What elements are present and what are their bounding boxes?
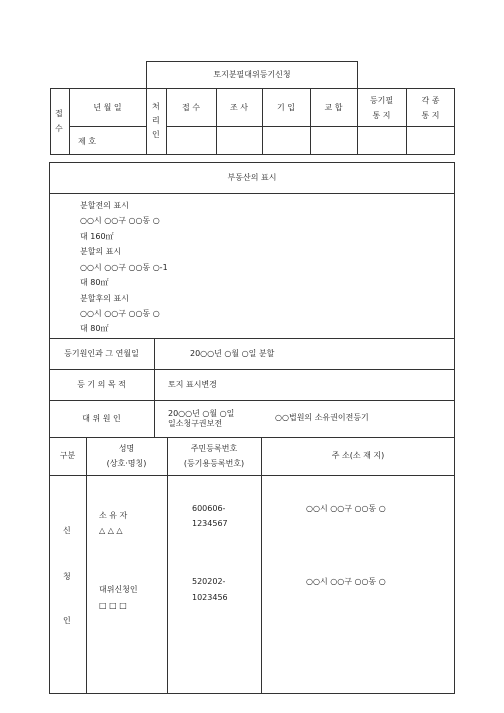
processor-label-3: 인 bbox=[152, 130, 160, 139]
applicant-1-reg-line1: 600606- bbox=[192, 504, 226, 513]
property-line-4: 분할의 표시 bbox=[80, 247, 122, 256]
col-name-header-2: (상호·명칭) bbox=[106, 459, 147, 468]
applicant-1-reg-line2: 1234567 bbox=[192, 519, 228, 528]
applicant-side-label-1: 신 bbox=[63, 526, 71, 535]
col-reg-header-2: (등기용등록번호) bbox=[183, 459, 245, 468]
col-investigation: 조 사 bbox=[230, 103, 248, 112]
reception-side-label-2: 수 bbox=[55, 124, 63, 133]
applicant-side-label-2: 청 bbox=[63, 572, 71, 581]
purpose-label: 등 기 의 목 적 bbox=[77, 380, 126, 389]
cause-label: 등기원인과 그 연월일 bbox=[64, 349, 139, 358]
applicant-2-reg-line1: 520202- bbox=[192, 577, 226, 586]
col-name-header-1: 성명 bbox=[118, 444, 135, 453]
cause-value: 20○○년 ○월 ○일 분할 bbox=[190, 349, 275, 358]
applicant-1-role: 소 유 자 bbox=[99, 511, 128, 520]
col-type-header: 구분 bbox=[59, 451, 76, 460]
subrogation-value-line2: 일소청구권보전 bbox=[168, 419, 223, 428]
property-line-7: 분할후의 표시 bbox=[80, 294, 129, 303]
processor-label-2: 리 bbox=[152, 116, 160, 125]
applicant-2-reg-line2: 1023456 bbox=[192, 593, 228, 602]
col-verification: 교 합 bbox=[324, 103, 343, 112]
applicant-2-name: □ □ □ bbox=[99, 601, 127, 610]
property-line-6: 대 80㎡ bbox=[80, 278, 109, 287]
col-entry: 기 입 bbox=[277, 103, 295, 112]
property-line-1: 분할전의 표시 bbox=[80, 201, 129, 210]
subrogation-value-line1: 20○○년 ○월 ○일 bbox=[168, 409, 235, 418]
property-line-3: 대 160㎡ bbox=[80, 232, 114, 241]
col-reception: 접 수 bbox=[182, 103, 200, 112]
applicant-side-label-3: 인 bbox=[63, 616, 71, 625]
property-header: 부동산의 표시 bbox=[227, 173, 277, 182]
notice-various-line2: 통 지 bbox=[421, 111, 440, 120]
purpose-value: 토지 표시변경 bbox=[168, 380, 217, 389]
application-table bbox=[49, 162, 455, 694]
processor-label-1: 처 bbox=[152, 102, 160, 111]
reception-side-label-1: 접 bbox=[55, 109, 63, 118]
subrogation-value-right: ○○법원의 소유권이전등기 bbox=[275, 413, 369, 422]
property-line-9: 대 80㎡ bbox=[80, 324, 109, 333]
property-line-8: ○○시 ○○구 ○○동 ○ bbox=[80, 309, 160, 318]
subrogation-label: 대 위 원 인 bbox=[82, 414, 121, 423]
reception-number-label: 제 호 bbox=[78, 137, 96, 146]
notice-completed-line1: 등기필 bbox=[369, 96, 394, 105]
col-reg-header-1: 주민등록번호 bbox=[190, 444, 238, 453]
col-address-header: 주 소(소 재 지) bbox=[331, 451, 385, 460]
applicant-2-role: 대위신청인 bbox=[99, 585, 138, 594]
property-line-5: ○○시 ○○구 ○○동 ○-1 bbox=[80, 263, 168, 272]
form-title: 토지분필대위등기신청 bbox=[213, 70, 291, 79]
applicant-1-name: △ △ △ bbox=[99, 526, 123, 535]
applicant-2-address: ○○시 ○○구 ○○동 ○ bbox=[306, 577, 386, 586]
property-line-2: ○○시 ○○구 ○○동 ○ bbox=[80, 216, 160, 225]
reception-date-label: 년 월 일 bbox=[93, 103, 122, 112]
notice-completed-line2: 통 지 bbox=[372, 111, 391, 120]
applicant-1-address: ○○시 ○○구 ○○동 ○ bbox=[306, 504, 386, 513]
notice-various-line1: 각 종 bbox=[421, 96, 440, 105]
